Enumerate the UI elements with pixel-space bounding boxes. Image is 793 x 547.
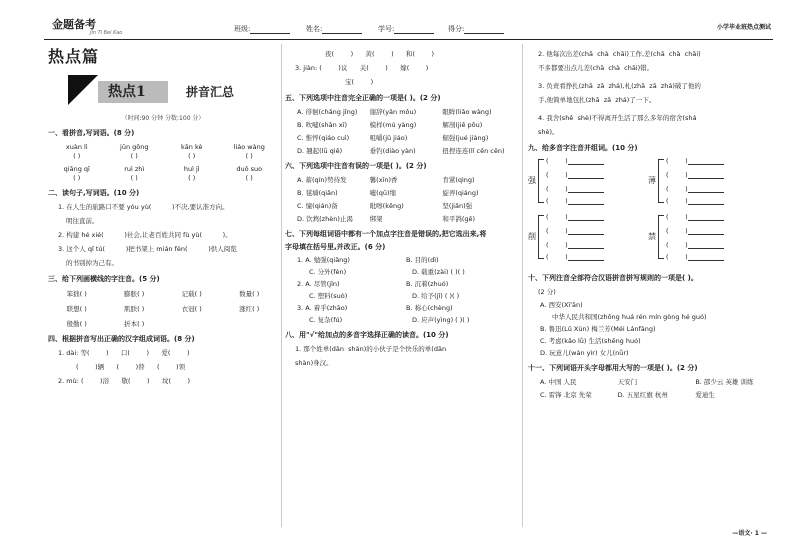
logo: 金题备考 — [52, 18, 96, 31]
question-11-title: 十一、下列词语开头字母都用大写的一项是( )。(2 分) — [528, 364, 698, 372]
question-line[interactable]: 宝( ) — [345, 78, 374, 86]
question-line[interactable]: 夜( ) 黄( ) 和( ) — [325, 50, 435, 58]
polyphone-groups — [528, 157, 773, 267]
question-line: 1. 在人生的旅路口不要 yóu yù( )不决,要认准方向。 — [58, 203, 229, 211]
name-field[interactable]: 姓名: — [306, 24, 362, 34]
option-row[interactable]: C. 憧(qián)备 吡嚓(kēng) 坚(jiǎn)强 — [297, 202, 473, 210]
student-id-field[interactable]: 学号: — [378, 24, 434, 34]
option-row[interactable]: B. 吹嘘(shān xī) 模样(mú yàng) 解剖(jiě pōu) — [297, 121, 483, 129]
option-row[interactable]: B. 毬墙(qiǎn) 嘘(qū)缩 旋弄(qiáng) — [297, 189, 479, 197]
option-row[interactable]: C. 雷锋 北京 先荣 D. 五星红旗 杭州 爱迪生 — [540, 391, 715, 399]
question-line[interactable]: 1. 那个姓单(dān shàn)的小伙子是个快乐的单(dān — [295, 345, 447, 353]
question-line: 2. 构建 hé xié( )社会,让老百姓共同 fù yù( )。 — [58, 231, 232, 239]
column-1 — [48, 44, 278, 386]
option-row[interactable]: C. 塑料(suò) D. 给予(jǐ) ( )( ) — [309, 292, 460, 300]
section-title: 热点篇 — [48, 47, 100, 66]
column-3 — [528, 44, 773, 399]
banner-triangle — [68, 75, 98, 105]
pinyin-row: xuàn lì jūn gōng kān kè liáo wàng — [65, 143, 265, 151]
option-row[interactable]: D. 饮鸩(zhèn)止渴 绑架 和平鸽(gē) — [297, 215, 476, 223]
option-row[interactable]: 2. A. 尽管(jǐn) B. 沉着(zhuó) — [297, 280, 449, 288]
pinyin-row: qiāng qī ruì zhì huì jì duō suo — [63, 165, 263, 173]
annotate-row[interactable]: 笨拙( ) 膨胀( ) 记载( ) 数量( ) — [66, 290, 260, 298]
exam-tag: 小学毕业班热点测试 — [716, 24, 771, 31]
question-line: 3. 这个人 qǐ tú( )把书架上 mián fén( )供人阅览 — [58, 245, 237, 253]
logo-subtitle: Jin Ti Bei Kao — [90, 30, 123, 36]
question-line[interactable]: shè)。 — [538, 128, 559, 136]
question-line[interactable]: ( )辆 ( )替 ( )领 — [76, 363, 186, 371]
question-line[interactable]: shàn)身汉。 — [295, 359, 333, 367]
question-line[interactable]: 不多都要出点儿差(chā chà chāi)错。 — [538, 64, 654, 72]
option-row[interactable]: 3. A. 着乎(zhāo) B. 称心(chèng) — [297, 304, 453, 312]
option-row[interactable]: D. 翘起(lǜ qiě) 垂钓(diào yàn) 扭捏连连(lǐ cēn cēn) — [297, 147, 505, 155]
question-2-title: 二、读句子,写词语。(10 分) — [48, 189, 140, 197]
polyphone-group[interactable]: 强 ( ) ( ) ( ) ( ) — [528, 157, 638, 207]
answer-blanks[interactable]: ( ) ( ) ( ) ( ) — [73, 174, 253, 182]
option-row[interactable]: C. 惟悴(qiáo cuì) 咀嚼(jǔ jiáo) 倔强(jué jiàng) — [297, 134, 489, 142]
question-4-title: 四、根据拼音写出正确的汉字组成词语。(8 分) — [48, 335, 195, 343]
option[interactable]: A. 西安(Xī'ān) — [540, 301, 583, 309]
hot-title: 拼音汇总 — [186, 85, 235, 99]
question-7-title: 七、下列每组词语中都有一个加点字注音是错误的,把它选出来,将 — [285, 230, 487, 238]
polyphone-group[interactable]: 禁 ( ) ( ) ( ) ( ) — [648, 213, 758, 263]
question-8-title: 八、用"√"给加点的多音字选择正确的读音。(10 分) — [285, 331, 449, 339]
column-2 — [285, 44, 515, 368]
question-7-subtitle: 字母填在括号里,并改正。(6 分) — [285, 243, 386, 251]
polyphone-group[interactable]: 薄 ( ) ( ) ( ) ( ) — [648, 157, 758, 207]
question-5-title: 五、下列选项中注音完全正确的一项是( )。(2 分) — [285, 94, 441, 102]
option[interactable]: 中华人民共和国(zhōng huá rén mín gòng hé guó) — [552, 313, 707, 321]
score-note: (2 分) — [538, 288, 556, 296]
answer-blanks[interactable]: ( ) ( ) ( ) ( ) — [73, 152, 253, 160]
option-row[interactable]: A. 中国 人民 天安门 B. 邵少云 英雄 训练 — [540, 378, 754, 386]
hot-banner — [68, 75, 268, 107]
time-note: （时间:90 分钟 分数:100 分） — [121, 115, 205, 122]
hot-number: 热点1 — [108, 84, 146, 100]
question-line[interactable]: 3. 负责看挣扎(zhā zā zhá),札(zhā zā zhá)破了他的 — [538, 82, 701, 90]
option-row[interactable]: C. 分外(fèn) D. 载重(zài) ( )( ) — [309, 268, 465, 276]
option[interactable]: B. 鲁迅(Lǔ Xùn) 梅兰芳(Méi Lánfāng) — [540, 325, 656, 333]
question-line[interactable]: 1. dài: 等( ) 口( ) 爱( ) — [58, 349, 190, 357]
option-row[interactable]: C. 复杂(fú) D. 应声(yìng) ( )( ) — [309, 316, 470, 324]
question-1-title: 一、看拼音,写词语。(8 分) — [48, 129, 135, 137]
question-6-title: 六、下列选项中注音有误的一项是( )。(2 分) — [285, 162, 427, 170]
question-line[interactable]: 3. jiàn: ( )议 关( ) 嫁( ) — [295, 64, 429, 72]
score-field[interactable]: 得分: — [448, 24, 504, 34]
annotate-row[interactable]: 殷勤( ) 折本( ) — [66, 320, 145, 328]
question-line: 明往直前。 — [66, 217, 99, 225]
column-divider — [281, 44, 282, 527]
question-3-title: 三、给下列画横线的字注音。(5 分) — [48, 275, 160, 283]
option-row[interactable]: A. 蓄(qín)势待发 馨(xīn)香 肯紧(qìng) — [297, 176, 475, 184]
question-10-title: 十、下列注音全部符合汉语拼音拼写规则的一项是( )。 — [528, 274, 698, 282]
question-line: 的书别掉为己有。 — [66, 259, 118, 267]
question-line[interactable]: 2. mù: ( )浴 敬( ) 坟( ) — [58, 377, 191, 385]
option-row[interactable]: 1. A. 勉强(qiǎng) B. 目的(dì) — [297, 256, 439, 264]
option[interactable]: D. 玩意儿(wán yìr) 女儿(nǚr) — [540, 349, 629, 357]
question-line[interactable]: 手,他简单地包扎(zhā zā zhá)了一下。 — [538, 96, 656, 104]
question-line[interactable]: 2. 他每次出差(chā chà chāi)工作,差(chā chà chāi) — [538, 50, 701, 58]
option-row[interactable]: A. 徘徊(chǎng jǐng) 谢辞(yǎn mǒu) 眼眸(liǎo wàng) — [297, 108, 492, 116]
question-9-title: 九、给多音字注音并组词。(10 分) — [528, 144, 638, 152]
class-field[interactable]: 班级: — [234, 24, 290, 34]
header-bar — [44, 14, 773, 40]
annotate-row[interactable]: 联想( ) 肌肤( ) 衣冠( ) 涨红( ) — [66, 305, 260, 313]
question-line[interactable]: 4. 我舍(shě shè)不得离开生活了那么多年的宿舍(shá — [538, 114, 697, 122]
page-footer: —语文· 1 — — [732, 530, 767, 537]
column-divider — [522, 44, 523, 527]
polyphone-group[interactable]: 削 ( ) ( ) ( ) ( ) — [528, 213, 638, 263]
option[interactable]: C. 考虑(kǎo lǜ) 生活(shēng huó) — [540, 337, 641, 345]
